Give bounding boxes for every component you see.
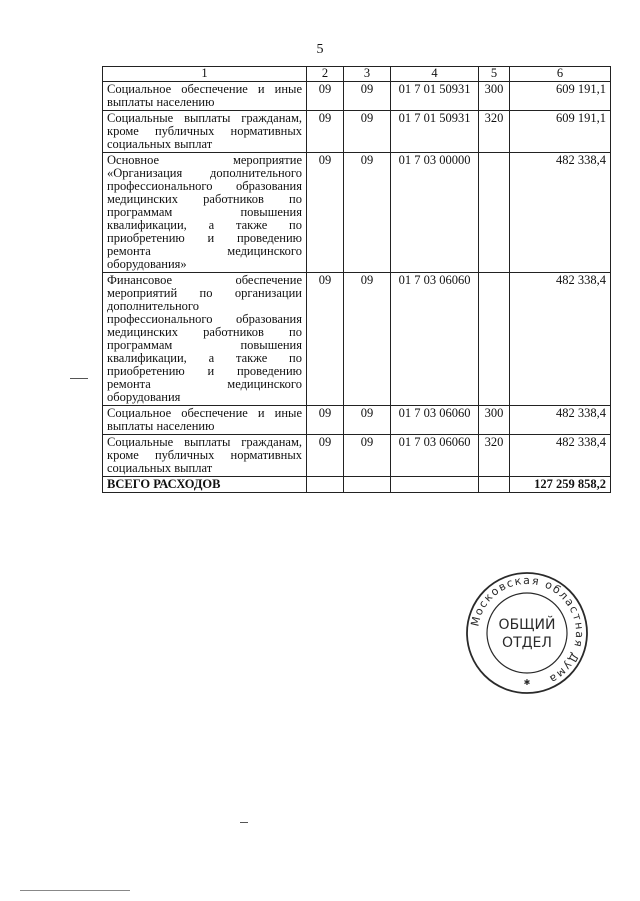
expense-type-code: 320 — [479, 111, 510, 153]
scan-mark — [240, 822, 248, 823]
subsection-code: 09 — [344, 273, 391, 406]
stamp-outer-ring — [467, 573, 587, 693]
empty-cell — [344, 477, 391, 493]
expenditure-table — [102, 66, 611, 493]
amount: 482 338,4 — [510, 153, 611, 273]
amount: 609 191,1 — [510, 111, 611, 153]
row-description: Социальное обеспечение и иные выплаты населению — [103, 406, 307, 435]
section-code: 09 — [307, 153, 344, 273]
subsection-code: 09 — [344, 435, 391, 477]
total-label: ВСЕГО РАСХОДОВ — [103, 477, 307, 493]
amount: 482 338,4 — [510, 273, 611, 406]
table-row — [103, 111, 611, 153]
total-amount: 127 259 858,2 — [510, 477, 611, 493]
scan-mark — [70, 378, 88, 379]
section-code: 09 — [307, 406, 344, 435]
star-icon: ✱ — [523, 678, 531, 687]
table-row — [103, 273, 611, 406]
official-stamp — [465, 571, 589, 695]
column-header: 6 — [510, 67, 611, 82]
expense-type-code: 300 — [479, 82, 510, 111]
empty-cell — [391, 477, 479, 493]
column-header: 2 — [307, 67, 344, 82]
amount: 482 338,4 — [510, 406, 611, 435]
stamp-line2: ОТДЕЛ — [502, 635, 552, 651]
row-description: Социальные выплаты гражданам, кроме публичных нормативных социальных выплат — [103, 111, 307, 153]
stamp-line1: ОБЩИЙ — [498, 617, 556, 633]
empty-cell — [307, 477, 344, 493]
table-row — [103, 435, 611, 477]
expense-type-code: 320 — [479, 435, 510, 477]
row-description: Социальное обеспечение и иные выплаты населению — [103, 82, 307, 111]
table-row — [103, 82, 611, 111]
column-header: 4 — [391, 67, 479, 82]
target-article-code: 01 7 03 06060 — [391, 273, 479, 406]
row-description: Социальные выплаты гражданам, кроме публичных нормативных социальных выплат — [103, 435, 307, 477]
page-number: 5 — [316, 42, 324, 57]
column-header: 5 — [479, 67, 510, 82]
target-article-code: 01 7 01 50931 — [391, 111, 479, 153]
column-header: 3 — [344, 67, 391, 82]
total-row — [103, 477, 611, 493]
table-header-row — [103, 67, 611, 82]
target-article-code: 01 7 01 50931 — [391, 82, 479, 111]
subsection-code: 09 — [344, 111, 391, 153]
target-article-code: 01 7 03 06060 — [391, 406, 479, 435]
amount: 482 338,4 — [510, 435, 611, 477]
empty-cell — [479, 477, 510, 493]
column-header: 1 — [103, 67, 307, 82]
row-description: Основное мероприятие «Организация дополнительного профессионального образования медицинских работников по программам повышения квалификации, а также по приобретению и проведению ремонта медицинского оборудования» — [103, 153, 307, 273]
section-code: 09 — [307, 435, 344, 477]
table-row — [103, 153, 611, 273]
stamp-ring-text: Московская областная Дума — [468, 573, 587, 687]
amount: 609 191,1 — [510, 82, 611, 111]
stamp-inner-ring — [487, 593, 567, 673]
expense-type-code — [479, 153, 510, 273]
subsection-code: 09 — [344, 406, 391, 435]
row-description: Финансовое обеспечение мероприятий по организации дополнительного профессионального образования медицинских работников по программам повышения квалификации, а также по приобретению и проведению ремонта медицинского оборудования — [103, 273, 307, 406]
section-code: 09 — [307, 111, 344, 153]
scan-mark — [20, 890, 130, 891]
section-code: 09 — [307, 273, 344, 406]
table-row — [103, 406, 611, 435]
expense-type-code — [479, 273, 510, 406]
target-article-code: 01 7 03 06060 — [391, 435, 479, 477]
subsection-code: 09 — [344, 82, 391, 111]
subsection-code: 09 — [344, 153, 391, 273]
target-article-code: 01 7 03 00000 — [391, 153, 479, 273]
expense-type-code: 300 — [479, 406, 510, 435]
section-code: 09 — [307, 82, 344, 111]
